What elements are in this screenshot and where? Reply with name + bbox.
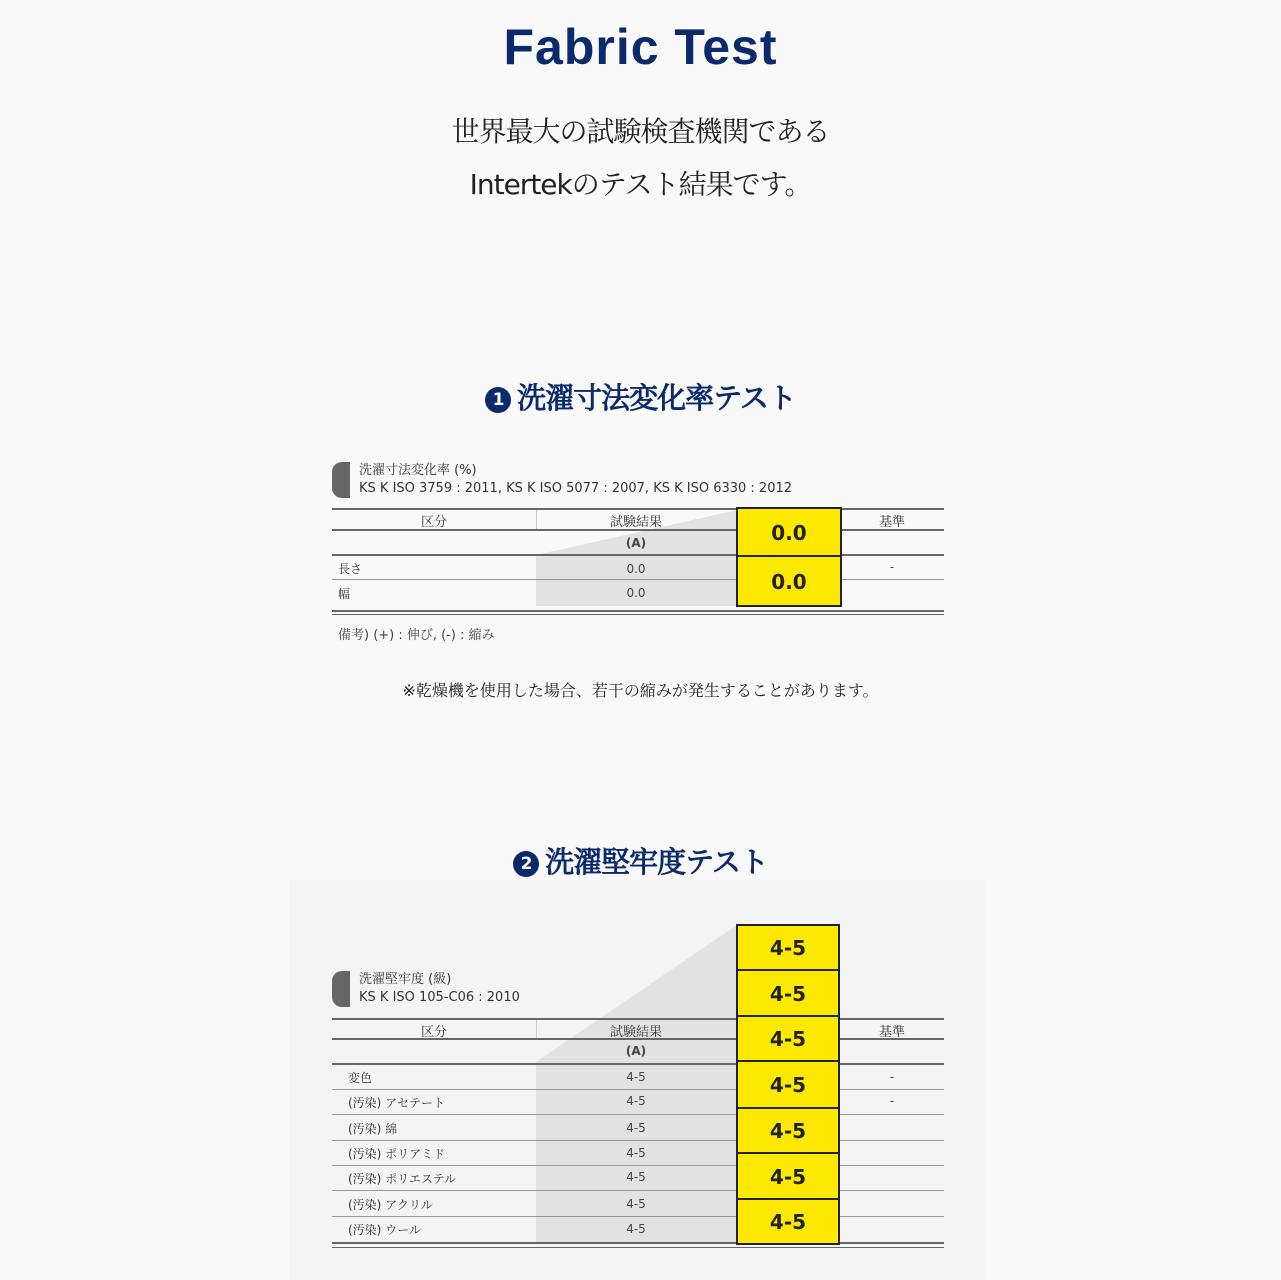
section1-col-result: 試験結果	[609, 515, 662, 530]
section2-row-rule	[332, 1190, 944, 1191]
section2-highlight-box: 4-5	[736, 1107, 840, 1154]
section2-highlight-box: 4-5	[736, 1060, 840, 1109]
section2-table-title: 洗濯堅牢度 (級)	[359, 972, 452, 987]
subtitle-line-2: Intertekのテスト結果です。	[469, 168, 812, 201]
section2-row-rule	[332, 1089, 944, 1090]
section2-row-label: (汚染) アセテート	[348, 1096, 446, 1110]
section2-row-rule	[332, 1165, 944, 1166]
section2-col-divider	[536, 1020, 537, 1039]
section2-row-label: (汚染) アクリル	[348, 1198, 433, 1212]
section2-row-label: (汚染) ポリエステル	[348, 1172, 457, 1186]
section2-header-rule	[332, 1038, 944, 1040]
section2-number-badge: 2	[513, 851, 539, 877]
section2-row-label: 変色	[348, 1071, 373, 1085]
section2-top-rule	[332, 1018, 944, 1020]
section2-heading-text: 洗濯堅牢度テスト	[545, 845, 768, 879]
section2-row-criteria: -	[889, 1070, 895, 1084]
section1-footnote: ※乾燥機を使用した場合、若干の縮みが発生することがあります。	[402, 681, 879, 700]
section2-table-standard: KS K ISO 105-C06 : 2010	[359, 990, 520, 1005]
section1-heading-text: 洗濯寸法変化率テスト	[517, 381, 796, 415]
section1-row-label: 幅	[338, 587, 351, 601]
section1-col-criteria: 基準	[878, 515, 905, 530]
section2-result-column-shade	[536, 925, 737, 1243]
section2-row-label: (汚染) ウール	[348, 1223, 421, 1237]
section2-highlight-box: 4-5	[736, 1198, 840, 1245]
section1-top-rule	[332, 508, 944, 510]
section1-highlight-box: 0.0	[736, 555, 842, 607]
section2-subheader: (A)	[625, 1044, 647, 1058]
section2-row-rule	[332, 1140, 944, 1141]
section1-subheader-rule	[332, 554, 944, 556]
section1-col-divider	[536, 510, 537, 530]
section1-header-rule	[332, 529, 944, 531]
section1-tag-marker	[332, 462, 350, 498]
section2-highlight-box: 4-5	[736, 969, 840, 1017]
section1-row-value: 0.0	[626, 586, 646, 600]
section2-row-value: 4-5	[626, 1146, 646, 1160]
section1-row-label: 長さ	[338, 562, 363, 576]
section2-row-value: 4-5	[626, 1070, 646, 1084]
section2-bottom-rule	[332, 1242, 944, 1244]
section1-subheader: (A)	[625, 536, 647, 550]
section2-row-rule	[332, 1216, 944, 1217]
section2-row-label: (汚染) ポリアミド	[348, 1147, 446, 1161]
subtitle-line-1: 世界最大の試験検査機関である	[451, 115, 830, 148]
section2-col-criteria: 基準	[878, 1025, 905, 1040]
section2-tag-marker	[332, 971, 350, 1007]
section1-col-category: 区分	[420, 515, 447, 530]
section1-highlight-box: 0.0	[736, 507, 842, 557]
section2-heading	[0, 840, 1281, 881]
section1-note: 備考) (+) : 伸び, (-) : 縮み	[338, 628, 495, 643]
section2-row-rule	[332, 1114, 944, 1115]
section2-row-value: 4-5	[626, 1197, 646, 1211]
section2-row-value: 4-5	[626, 1121, 646, 1135]
section2-row-label: (汚染) 綿	[348, 1122, 398, 1136]
section2-row-value: 4-5	[626, 1170, 646, 1184]
section1-table-standard: KS K ISO 3759 : 2011, KS K ISO 5077 : 2007, KS K ISO 6330 : 2012	[359, 481, 793, 496]
section2-subheader-rule	[332, 1063, 944, 1065]
section2-row-criteria: -	[889, 1094, 895, 1108]
section1-number-badge: 1	[485, 387, 511, 413]
section1-row-criteria: -	[889, 560, 895, 574]
section2-row-value: 4-5	[626, 1222, 646, 1236]
section2-highlight-box: 4-5	[736, 1152, 840, 1200]
section1-table-title: 洗濯寸法変化率 (%)	[359, 463, 477, 478]
section1-bottom-rule	[332, 610, 944, 612]
section2-highlight-box: 4-5	[736, 924, 840, 971]
section1-bottom-rule-inner	[332, 614, 944, 615]
section1-row-rule	[332, 579, 944, 580]
section1-heading	[0, 376, 1281, 417]
section2-col-category: 区分	[420, 1025, 447, 1040]
section2-col-result: 試験結果	[609, 1025, 662, 1040]
section2-highlight-box: 4-5	[736, 1015, 840, 1062]
section2-row-value: 4-5	[626, 1094, 646, 1108]
section1-row-value: 0.0	[626, 562, 646, 576]
page-title: Fabric Test	[503, 19, 778, 75]
section2-bottom-rule-inner	[332, 1247, 944, 1248]
